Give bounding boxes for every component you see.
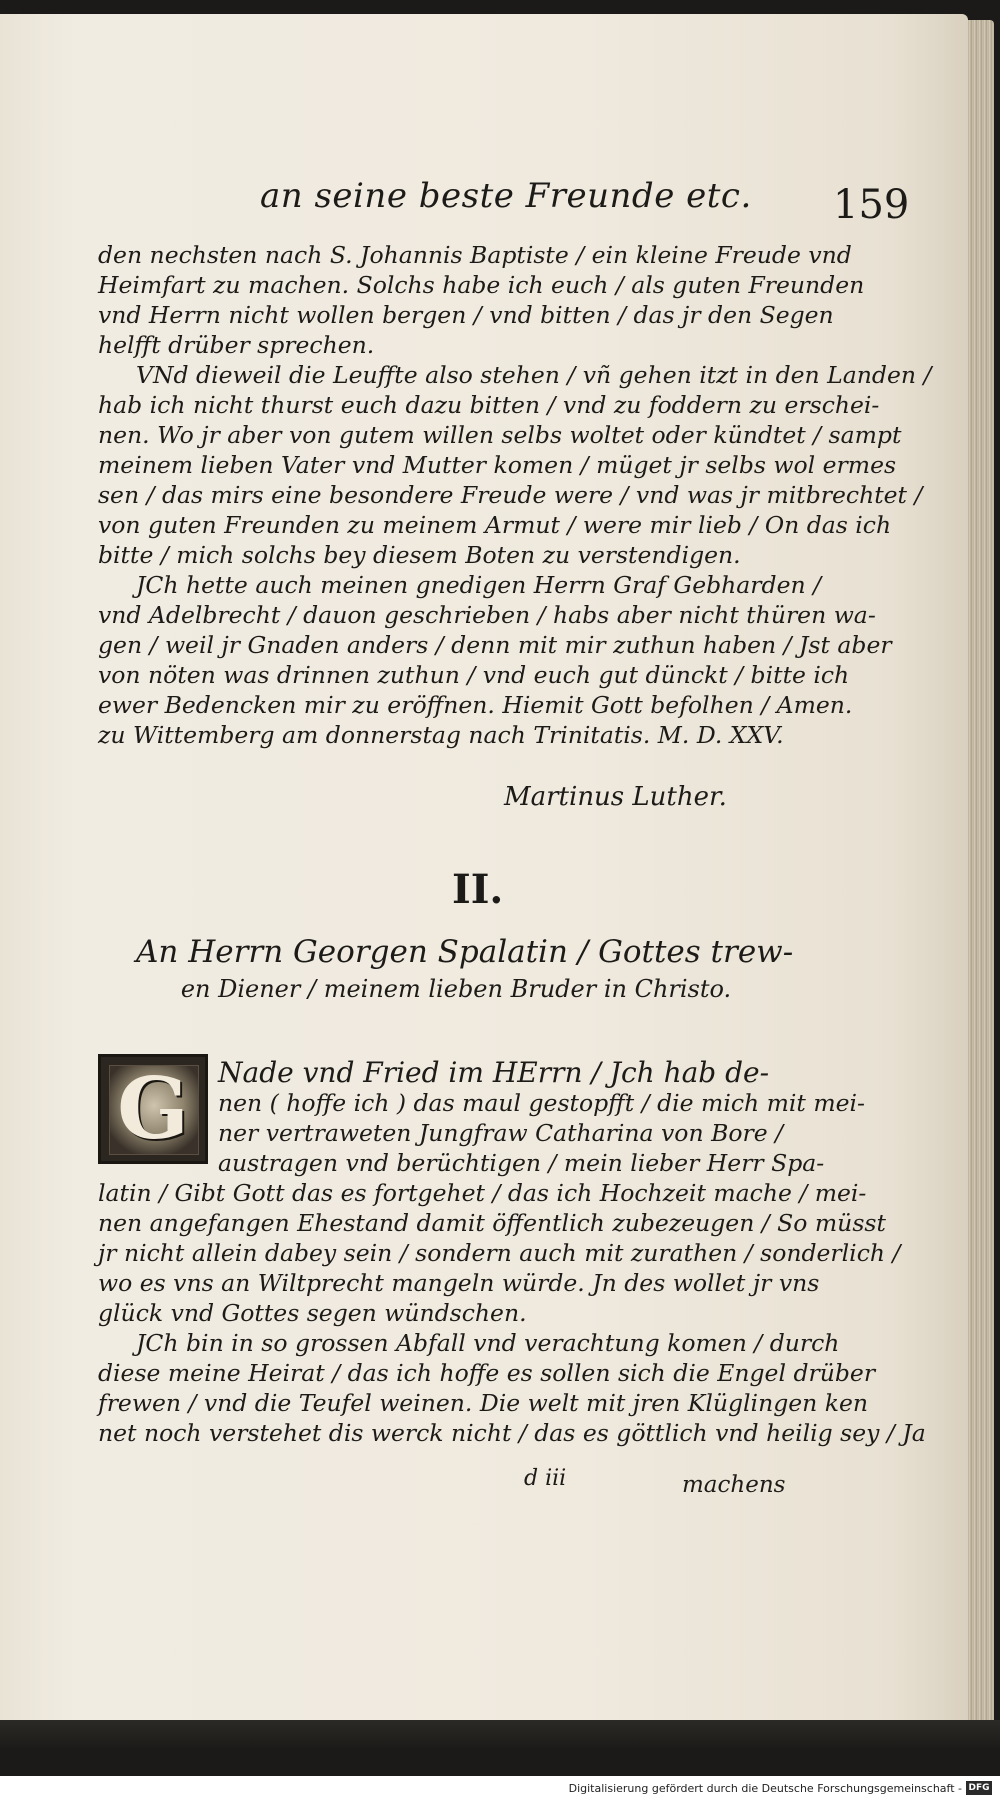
- page-number: 159: [833, 182, 910, 228]
- text-line: net noch verstehet dis werck nicht / das es göttlich vnd heilig sey / Ja: [98, 1419, 926, 1447]
- text-line: bitte / mich solchs bey diesem Boten zu verstendigen.: [98, 541, 741, 569]
- text-line: zu Wittemberg am donnerstag nach Trinitatis. M. D. XXV.: [98, 721, 784, 749]
- text-line: nen. Wo jr aber von gutem willen selbs woltet oder kündtet / sampt: [98, 421, 902, 449]
- section-number: II.: [452, 866, 504, 913]
- footer-credit: Digitalisierung gefördert durch die Deutsche Forschungsgemeinschaft -: [568, 1782, 962, 1795]
- text-line: vnd Herrn nicht wollen bergen / vnd bitten / das jr den Segen: [98, 301, 834, 329]
- text-line: jr nicht allein dabey sein / sondern auch mit zurathen / sonderlich /: [98, 1239, 901, 1267]
- letter-body-first-lines: [218, 1056, 865, 1178]
- decorated-initial: [98, 1054, 208, 1164]
- text-line: von nöten was drinnen zuthun / vnd euch gut dünckt / bitte ich: [98, 661, 850, 689]
- running-head: an seine beste Freunde etc.: [260, 176, 752, 216]
- text-line: den nechsten nach S. Johannis Baptiste / ein kleine Freude vnd: [98, 241, 852, 269]
- letter-continuation: [98, 240, 932, 750]
- text-line: Nade vnd Fried im HErrn / Jch hab de-: [218, 1056, 770, 1089]
- text-line: glück vnd Gottes segen wündschen.: [98, 1299, 527, 1327]
- heading-line: An Herrn Georgen Spalatin / Gottes trew-: [136, 934, 794, 970]
- text-line: ewer Bedencken mir zu eröffnen. Hiemit Gott befolhen / Amen.: [98, 691, 853, 719]
- text-line: JCh bin in so grossen Abfall vnd verachtung komen / durch: [136, 1329, 840, 1357]
- dfg-logo: DFG: [966, 1781, 992, 1795]
- initial-letter: G: [117, 1059, 189, 1158]
- text-line: JCh hette auch meinen gnedigen Herrn Graf Gebharden /: [136, 571, 822, 599]
- page-fore-edge: [968, 20, 994, 1732]
- letter-body: [98, 1178, 926, 1448]
- catchword: machens: [682, 1472, 786, 1498]
- text-line: VNd dieweil die Leuffte also stehen / vñ gehen itzt in den Landen /: [136, 361, 932, 389]
- text-line: gen / weil jr Gnaden anders / denn mit mir zuthun haben / Jst aber: [98, 631, 892, 659]
- text-line: wo es vns an Wiltprecht mangeln würde. Jn des wollet jr vns: [98, 1269, 820, 1297]
- text-line: latin / Gibt Gott das es fortgehet / das ich Hochzeit mache / mei-: [98, 1179, 867, 1207]
- text-line: helfft drüber sprechen.: [98, 331, 375, 359]
- text-line: frewen / vnd die Teufel weinen. Die welt mit jren Klüglingen ken: [98, 1389, 869, 1417]
- background-shadow: [0, 1720, 1000, 1750]
- text-line: von guten Freunden zu meinem Armut / were mir lieb / On das ich: [98, 511, 892, 539]
- signature-mark: d iii: [524, 1466, 567, 1491]
- text-line: Heimfart zu machen. Solchs habe ich euch / als guten Freunden: [98, 271, 865, 299]
- text-line: hab ich nicht thurst euch dazu bitten / vnd zu foddern zu erschei-: [98, 391, 880, 419]
- signature: Martinus Luther.: [504, 782, 727, 812]
- text-line: sen / das mirs eine besondere Freude were / vnd was jr mitbrechtet /: [98, 481, 923, 509]
- text-line: nen angefangen Ehestand damit öffentlich zubezeugen / So müsst: [98, 1209, 886, 1237]
- text-line: ner vertraweten Jungfraw Catharina von Bore /: [218, 1119, 784, 1147]
- letter-heading: [136, 932, 794, 1006]
- text-line: nen ( hoffe ich ) das maul gestopfft / die mich mit mei-: [218, 1089, 865, 1117]
- heading-line: en Diener / meinem lieben Bruder in Christo.: [180, 975, 732, 1003]
- book-page: [0, 14, 968, 1732]
- text-line: austragen vnd berüchtigen / mein lieber Herr Spa-: [218, 1149, 825, 1177]
- text-line: vnd Adelbrecht / dauon geschrieben / habs aber nicht thüren wa-: [98, 601, 876, 629]
- text-line: meinem lieben Vater vnd Mutter komen / müget jr selbs wol ermes: [98, 451, 897, 479]
- text-line: diese meine Heirat / das ich hoffe es sollen sich die Engel drüber: [98, 1359, 876, 1387]
